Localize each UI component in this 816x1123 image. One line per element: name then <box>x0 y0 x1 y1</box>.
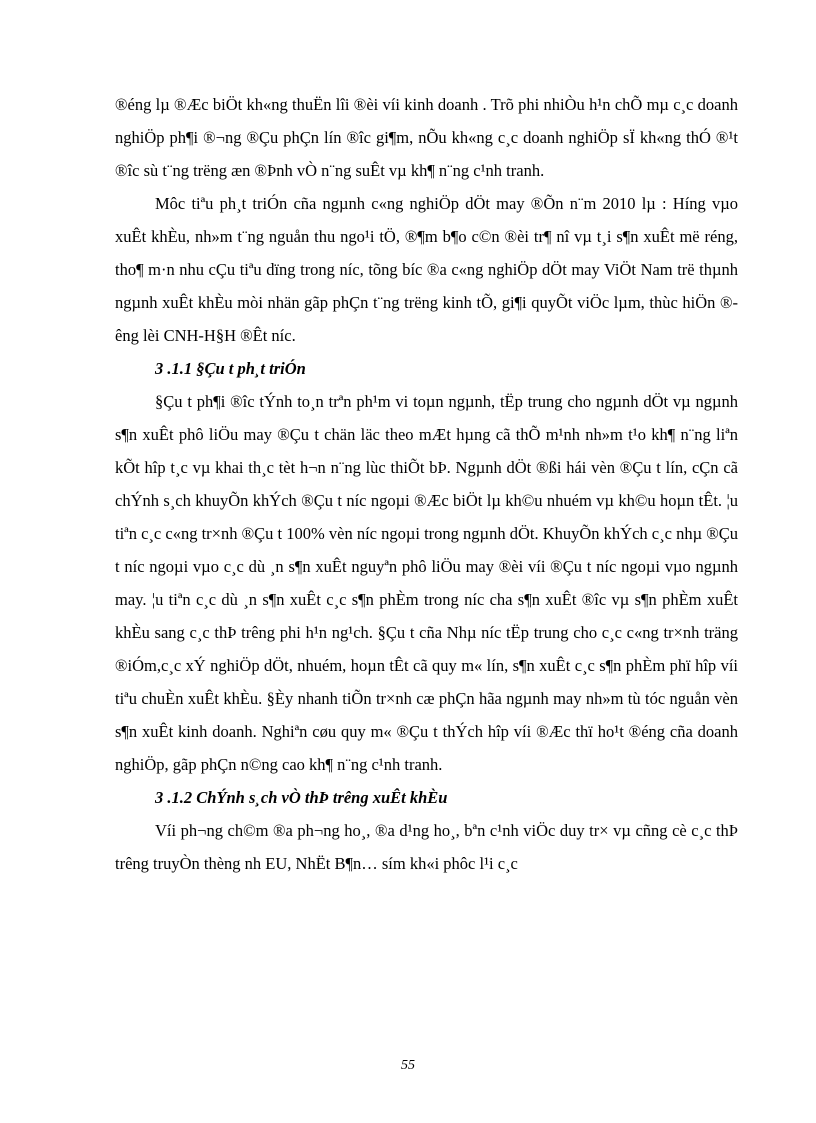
paragraph-3: §Çu t ph¶i ®îc tÝnh to¸n trªn ph¹m vi toµn ngµnh, tËp trung cho ngµnh dÖt vµ ngµnh s¶n xuÊt phô liÖu may ®Çu t chän läc theo mÆt hµng cã thÕ m¹nh nh»m t¹o kh¶ n¨ng liªn kÕt hîp t¸c vµ khai th¸c tèt h¬n n¨ng lùc thiÕt bÞ. Ngµnh dÖt ®ßi hái vèn ®Çu t lín, cÇn cã chÝnh s¸ch khuyÕn khÝch ®Çu t níc ngoµi ®Æc biÖt lµ kh©u nhuém vµ kh©u hoµn tÊt. ¦u tiªn c¸c c«ng tr×nh ®Çu t 100% vèn níc ngoµi trong ngµnh dÖt. KhuyÕn khÝch c¸c nhµ ®Çu t níc ngoµi vµo c¸c dù ¸n s¶n xuÊt nguyªn phô liÖu may ®èi víi ®Çu t níc ngoµi vµo ngµnh may. ¦u tiªn c¸c dù ¸n s¶n xuÊt c¸c s¶n phÈm trong níc cha s¶n xuÊt ®îc vµ s¶n phÈm xuÊt khÈu sang c¸c thÞ trêng phi h¹n ng¹ch. §Çu t cña Nhµ níc tËp trung cho c¸c c«ng tr×nh träng ®iÓm,c¸c xÝ nghiÖp dÖt, nhuém, hoµn tÊt cã quy m« lín, s¶n xuÊt c¸c s¶n phÈm phï hîp víi tiªu chuÈn xuÊt khÈu. §Èy nhanh tiÕn tr×nh cæ phÇn hãa ngµnh may nh»m tù tóc nguån vèn s¶n xuÊt kinh doanh. Nghiªn cøu quy m« ®Çu t thÝch hîp víi ®Æc thï ho¹t ®éng cña doanh nghiÖp, gãp phÇn n©ng cao kh¶ n¨ng c¹nh tranh. <box>115 392 738 774</box>
document-body <box>115 88 738 880</box>
paragraph-1: ®éng lµ ®Æc biÖt kh«ng thuËn lîi ®èi víi kinh doanh . Trõ phi nhiÒu h¹n chÕ mµ c¸c doanh nghiÖp ph¶i ®¬ng ®Çu phÇn lín ®îc gi¶m, nÕu kh«ng c¸c doanh nghiÖp sÏ kh«ng thÓ ®¹t ®îc sù t¨ng trëng æn ®Þnh vÒ n¨ng suÊt vµ kh¶ n¨ng c¹nh tranh. <box>115 95 738 180</box>
section-heading-3-1-1: 3 .1.1 §Çu t ph¸t triÓn <box>155 359 306 378</box>
section-heading-3-1-2: 3 .1.2 ChÝnh s¸ch vÒ thÞ trêng xuÊt khÈu <box>155 788 448 807</box>
paragraph-4: Víi ph¬ng ch©m ®a ph¬ng ho¸, ®a d¹ng ho¸, bªn c¹nh viÖc duy tr× vµ cñng cè c¸c thÞ trêng truyÒn thèng nh EU, NhËt B¶n… sím kh«i phôc l¹i c¸c <box>115 821 738 873</box>
paragraph-2: Môc tiªu ph¸t triÓn cña ngµnh c«ng nghiÖp dÖt may ®Õn n¨m 2010 lµ : Híng vµo xuÊt khÈu, nh»m t¨ng nguån thu ngo¹i tÖ, ®¶m b¶o c©n ®èi tr¶ nî vµ t¸i s¶n xuÊt më réng, tho¶ m·n nhu cÇu tiªu dïng trong níc, tõng bíc ®a c«ng nghiÖp dÖt may ViÖt Nam trë thµnh ngµnh xuÊt khÈu mòi nhän gãp phÇn t¨ng trëng kinh tÕ, gi¶i quyÕt viÖc lµm, thùc hiÖn ®êng lèi CNH-H§H ®Êt níc. <box>115 194 738 345</box>
page-number: 55 <box>401 1058 415 1073</box>
